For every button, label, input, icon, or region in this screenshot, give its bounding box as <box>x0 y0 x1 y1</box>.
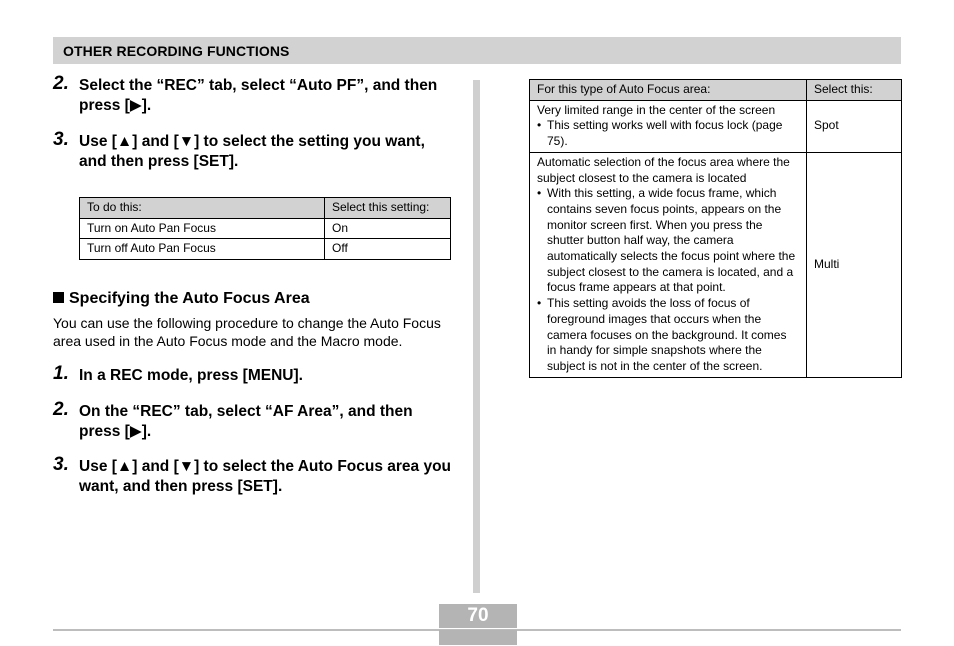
page-number-tab <box>439 630 517 645</box>
af-area-description: Automatic selection of the focus area where the subject closest to the camera is located <box>537 154 790 185</box>
step-text: In a REC mode, press [MENU]. <box>79 367 303 385</box>
section-header-bar <box>53 37 901 64</box>
step-number: 3. <box>53 129 69 150</box>
table-row <box>530 100 902 152</box>
table-cell: Off <box>325 239 451 260</box>
step-press-menu <box>53 363 453 386</box>
page-number: 70 <box>439 604 517 628</box>
page-number-box <box>439 604 517 645</box>
table-row <box>80 239 451 260</box>
af-area-table <box>529 79 902 378</box>
black-square-icon <box>53 292 64 303</box>
table-row <box>530 152 902 377</box>
step-text: Use [▲] and [▼] to select the setting you want, and then press [SET]. <box>79 133 425 170</box>
step-number: 1. <box>53 363 69 385</box>
section-header-title: OTHER RECORDING FUNCTIONS <box>63 43 290 59</box>
step-number: 2. <box>53 73 69 94</box>
section-heading <box>53 290 453 308</box>
table-header-cell: To do this: <box>80 198 325 219</box>
table-header-row <box>530 80 902 101</box>
table-header-cell: Select this setting: <box>325 198 451 219</box>
table-cell: Multi <box>807 152 902 377</box>
section-intro: You can use the following procedure to change the Auto Focus area used in the Auto Focus mode and the Macro mode. <box>53 315 441 350</box>
table-row <box>80 218 451 239</box>
step-select-setting <box>53 129 453 172</box>
step-select-focus-area <box>53 454 453 497</box>
step-text: Select the “REC” tab, select “Auto PF”, and then press [▶]. <box>79 77 438 114</box>
table-cell: On <box>325 218 451 239</box>
step-number: 3. <box>53 454 69 476</box>
right-column <box>529 79 902 378</box>
table-cell <box>530 100 807 152</box>
section-title: Specifying the Auto Focus Area <box>69 290 310 308</box>
table-header-cell: For this type of Auto Focus area: <box>530 80 807 101</box>
step-select-af-area <box>53 399 453 442</box>
af-area-description: Very limited range in the center of the screen <box>537 102 776 117</box>
column-divider <box>473 80 480 593</box>
bullet-note: • This setting works well with focus lock (page 75). <box>537 118 799 149</box>
bullet-note: • This setting avoids the loss of focus of foreground images that occurs when the camera focuses on the background. It comes in handy for simple snapshots where the subject is not in the center of the screen. <box>537 296 799 375</box>
table-cell: Turn off Auto Pan Focus <box>80 239 325 260</box>
left-column <box>53 73 453 497</box>
step-select-auto-pf <box>53 73 453 116</box>
step-text: Use [▲] and [▼] to select the Auto Focus area you want, and then press [SET]. <box>79 458 452 496</box>
table-cell: Turn on Auto Pan Focus <box>80 218 325 239</box>
table-cell: Spot <box>807 100 902 152</box>
step-number: 2. <box>53 399 69 421</box>
step-text: On the “REC” tab, select “AF Area”, and then press [▶]. <box>79 403 413 441</box>
auto-pan-focus-table <box>79 197 451 260</box>
table-header-cell: Select this: <box>807 80 902 101</box>
bullet-note: • With this setting, a wide focus frame, which contains seven focus points, appears on the monitor screen first. When you press the shutter button half way, the camera automatically selects the focus point where the subject closest to the camera is located, and a focus frame appears at that point. <box>537 186 799 296</box>
table-cell <box>530 152 807 377</box>
table-header-row <box>80 198 451 219</box>
